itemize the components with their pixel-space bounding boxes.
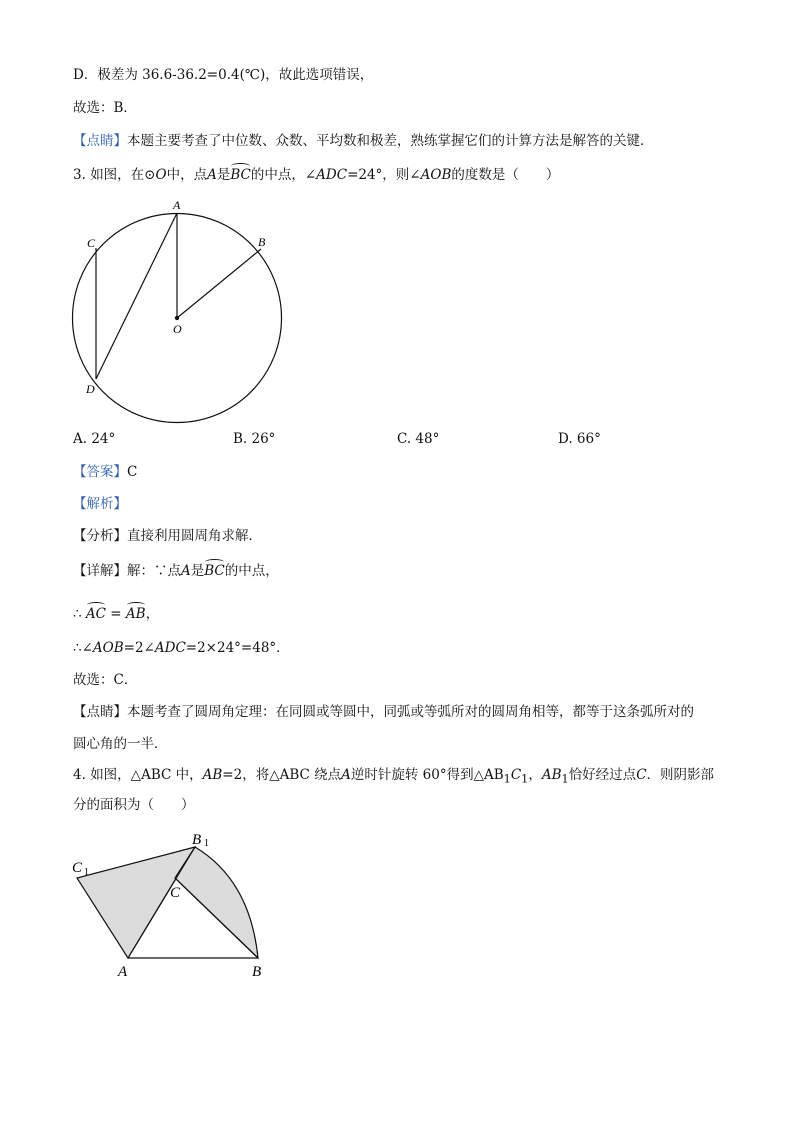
label-d: D	[86, 382, 95, 396]
q3-number: 3.	[73, 167, 86, 183]
arc-ac: AC	[85, 606, 106, 622]
center-dot	[175, 316, 179, 320]
label-o: O	[173, 322, 182, 336]
q3-o: O	[155, 167, 167, 183]
fenxi-tag: 【分析】	[73, 528, 127, 544]
q3-text: 如图，在⊙	[90, 167, 156, 183]
segment-ob	[177, 249, 261, 318]
xiangjie-text: 的中点，	[224, 563, 279, 579]
q4-number: 4.	[73, 767, 86, 783]
q3-option-d[interactable]: D. 66°	[558, 431, 601, 447]
q3-aob: AOB	[420, 167, 452, 183]
equals-text: =2∠	[123, 640, 155, 656]
therefore-arc-line	[73, 605, 159, 623]
xiangjie-line	[73, 562, 279, 580]
label-c: C	[170, 885, 181, 901]
q4-a: A	[341, 767, 351, 783]
arc-ab: AB	[125, 606, 146, 622]
q4-text: 逆时针旋转 60°得到△AB	[350, 767, 504, 783]
q4-c: C	[636, 767, 647, 783]
q4-text: ，	[528, 767, 542, 783]
label-b1: B	[192, 832, 202, 848]
therefore-sign: ∴	[73, 606, 86, 622]
angle-aob: AOB	[92, 640, 124, 656]
xiangjie-text: 解：∵点	[127, 563, 181, 579]
shaded-triangle	[77, 847, 195, 958]
q4-text: ．则阴影部	[646, 767, 715, 783]
xiangjie-text: 是	[190, 563, 205, 579]
therefore-angle-line	[73, 639, 290, 657]
review-text: 本题考查了圆周角定理：在同圆或等圆中，同弧或等弧所对的圆周角相等，都等于这条弧所对的	[127, 704, 694, 720]
analysis-tag: 【解析】	[73, 496, 127, 512]
q4-ab: AB	[202, 767, 223, 783]
label-c1-sub: 1	[84, 867, 89, 878]
answer-tag: 【答案】	[73, 464, 127, 480]
q3-option-c[interactable]: C. 48°	[397, 431, 440, 447]
segment-ad	[96, 213, 177, 379]
review-q3-line2: 圆心角的一半．	[73, 736, 168, 752]
q4-c1: C	[510, 767, 522, 783]
label-b: B	[258, 235, 266, 249]
review-tag: 【点睛】	[73, 704, 127, 720]
label-a: A	[118, 964, 128, 980]
label-b: B	[252, 964, 262, 980]
q3-text: =24°，则∠	[347, 167, 421, 183]
review-tag: 【点睛】	[73, 133, 127, 149]
comma: ，	[145, 606, 160, 622]
q4-ab1: AB	[541, 767, 562, 783]
xiangjie-a: A	[181, 563, 191, 579]
label-c: C	[87, 236, 96, 250]
q4-text: 恰好经过点	[568, 767, 637, 783]
result-text: =2×24°=48°．	[185, 640, 290, 656]
review-q3-line1	[73, 703, 694, 721]
label-b1-sub: 1	[204, 838, 209, 849]
rotation-figure	[60, 820, 290, 990]
arc-bc: BC	[230, 167, 251, 183]
answer-value: C	[127, 464, 138, 480]
q3-text: 的中点，∠	[250, 167, 317, 183]
circle-figure	[60, 192, 300, 432]
angle-adc: ADC	[154, 640, 186, 656]
fenxi-line	[73, 527, 262, 545]
d-option-line: D．极差为 36.6-36.2=0.4(℃)，故此选项错误，	[73, 67, 374, 83]
q4-text: =2，将△ABC 绕点	[222, 767, 342, 783]
q3-option-b[interactable]: B. 26°	[233, 431, 276, 447]
q3-text: 是	[216, 167, 231, 183]
answer-line	[73, 463, 137, 481]
choose-b-line: 故选：B．	[73, 100, 137, 116]
q4-stem-line2: 分的面积为（ ）	[73, 797, 195, 813]
choose-c-line: 故选：C．	[73, 672, 138, 688]
review-q2-line	[73, 132, 654, 150]
q3-option-a[interactable]: A. 24°	[73, 431, 116, 447]
equals-sign: =	[105, 606, 126, 622]
q4-stem-line1	[73, 766, 714, 789]
q4-text: 如图，△ABC 中，	[90, 767, 203, 783]
q3-text: 中，点	[166, 167, 208, 183]
q3-text: 的度数是（ ）	[451, 167, 560, 183]
arc-bc: BC	[204, 563, 225, 579]
therefore-sign: ∴∠	[73, 640, 93, 656]
subscript: 1	[503, 772, 511, 786]
q3-adc: ADC	[316, 167, 348, 183]
xiangjie-tag: 【详解】	[73, 563, 127, 579]
subscript: 1	[521, 772, 529, 786]
q3-stem	[73, 166, 559, 184]
label-c1: C	[72, 860, 83, 876]
review-text: 本题主要考查了中位数、众数、平均数和极差，熟练掌握它们的计算方法是解答的关键．	[127, 133, 654, 149]
shaded-sector-part	[175, 847, 258, 958]
q3-a: A	[207, 167, 217, 183]
label-a: A	[173, 198, 181, 212]
subscript: 1	[561, 772, 569, 786]
fenxi-text: 直接利用圆周角求解．	[127, 528, 262, 544]
